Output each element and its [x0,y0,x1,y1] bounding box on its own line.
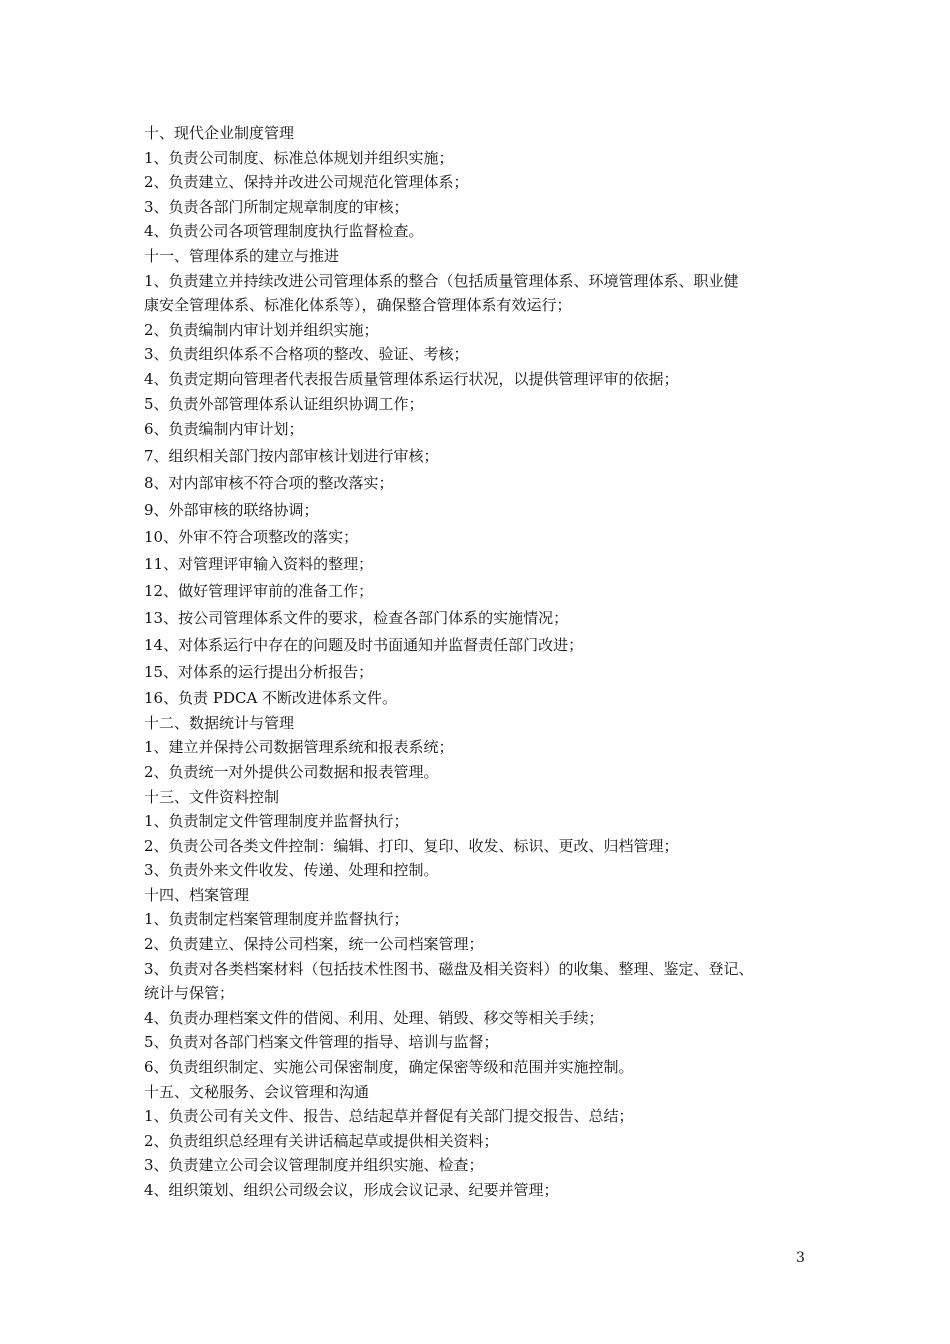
document-body [144,121,824,1203]
section-heading: 十三、文件资料控制 [144,787,280,806]
list-item: 1、负责制定档案管理制度并监督执行； [144,910,409,929]
list-item: 1、负责公司制度、标准总体规划并组织实施； [144,148,454,167]
list-item: 2、负责编制内审计划并组织实施； [144,320,379,339]
list-item: 3、负责建立公司会议管理制度并组织实施、检查； [144,1156,484,1175]
list-item: 2、负责建立、保持公司档案，统一公司档案管理； [144,935,484,954]
section-heading: 十、现代企业制度管理 [144,124,295,142]
list-item: 12、做好管理评审前的准备工作； [144,582,374,601]
list-item: 4、负责办理档案文件的借阅、利用、处理、销毁、移交等相关手续； [144,1008,604,1027]
list-item: 13、按公司管理体系文件的要求，检查各部门体系的实施情况； [144,609,569,628]
list-item: 3、负责组织体系不合格项的整改、验证、考核； [144,345,469,364]
page-number: 3 [796,1250,805,1266]
list-item: 15、对体系的运行提出分析报告； [144,663,374,682]
list-item: 14、对体系运行中存在的问题及时书面通知并监督责任部门改进； [144,636,584,655]
section-heading: 十二、数据统计与管理 [144,713,295,732]
list-item-continuation: 统计与保管； [144,984,235,1003]
list-item: 1、负责制定文件管理制度并监督执行； [144,812,409,831]
section-heading: 十四、档案管理 [144,885,250,904]
list-item: 2、负责建立、保持并改进公司规范化管理体系； [144,173,469,192]
list-item-continuation: 康安全管理体系、标准化体系等），确保整合管理体系有效运行； [144,296,572,315]
list-item: 1、负责建立并持续改进公司管理体系的整合（包括质量管理体系、环境管理体系、职业健 [144,271,739,290]
list-item: 2、负责统一对外提供公司数据和报表管理。 [144,762,439,781]
list-item: 3、负责外来文件收发、传递、处理和控制。 [144,861,439,880]
list-item: 9、外部审核的联络协调； [144,501,319,520]
list-item: 3、负责各部门所制定规章制度的审核； [144,197,409,216]
list-item: 8、对内部审核不符合项的整改落实； [144,474,394,493]
list-item: 4、组织策划、组织公司级会议，形成会议记录、纪要并管理； [144,1181,559,1199]
list-item: 16、负责 PDCA 不断改进体系文件。 [144,689,398,708]
list-item: 2、负责组织总经理有关讲话稿起草或提供相关资料； [144,1131,499,1150]
list-item: 5、负责对各部门档案文件管理的指导、培训与监督； [144,1033,499,1052]
list-item: 2、负责公司各类文件控制：编辑、打印、复印、收发、标识、更改、归档管理； [144,836,679,855]
list-item: 6、负责组织制定、实施公司保密制度，确定保密等级和范围并实施控制。 [144,1058,634,1077]
list-item: 7、组织相关部门按内部审核计划进行审核； [144,447,439,466]
list-item: 4、负责定期向管理者代表报告质量管理体系运行状况，以提供管理评审的依据； [144,369,679,388]
list-item: 3、负责对各类档案材料（包括技术性图书、磁盘及相关资料）的收集、整理、鉴定、登记、 [144,959,754,978]
list-item: 4、负责公司各项管理制度执行监督检查。 [144,222,424,241]
list-item: 10、外审不符合项整改的落实； [144,528,359,547]
list-item: 1、建立并保持公司数据管理系统和报表系统； [144,738,454,757]
section-heading: 十一、管理体系的建立与推进 [144,246,340,265]
list-item: 1、负责公司有关文件、报告、总结起草并督促有关部门提交报告、总结； [144,1107,634,1126]
list-item: 11、对管理评审输入资料的整理； [144,555,374,574]
section-heading: 十五、文秘服务、会议管理和沟通 [144,1082,370,1101]
list-item: 6、负责编制内审计划； [144,420,304,439]
list-item: 5、负责外部管理体系认证组织协调工作； [144,394,424,413]
